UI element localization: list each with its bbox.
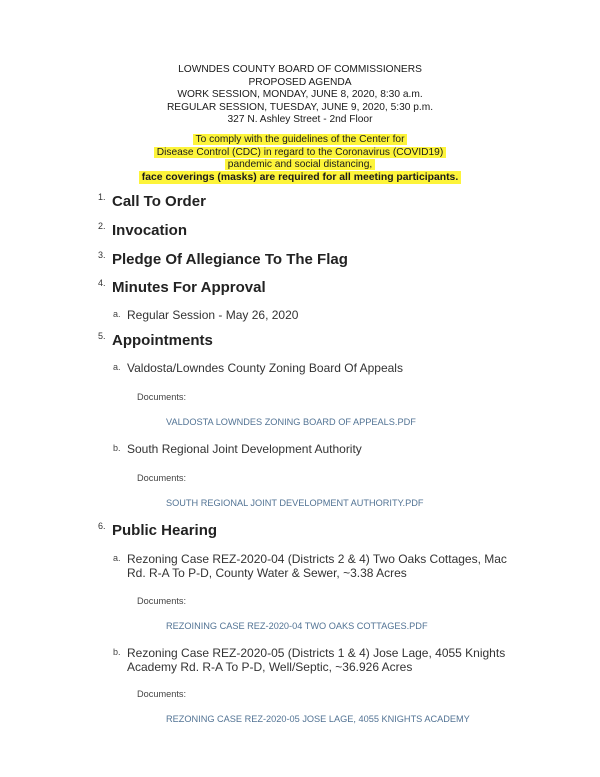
subitem-zoning-board-appeals xyxy=(113,361,403,379)
notice-line-2: Disease Control (CDC) in regard to the Coronavirus (COVID19) xyxy=(154,147,446,158)
notice-line-1: To comply with the guidelines of the Center for xyxy=(193,134,408,145)
item-title: Appointments xyxy=(112,332,213,349)
agenda-item-invocation xyxy=(98,222,187,240)
subitem-regular-session-minutes xyxy=(113,308,298,326)
documents-label: Documents: xyxy=(137,596,187,606)
header-regular-session: REGULAR SESSION, TUESDAY, JUNE 9, 2020, 5:30 p.m. xyxy=(166,101,434,113)
subitem-rez-2020-04 xyxy=(113,552,507,580)
agenda-item-minutes xyxy=(98,279,266,297)
header-work-session: WORK SESSION, MONDAY, JUNE 8, 2020, 8:30 a.m. xyxy=(177,89,423,101)
header-address: 327 N. Ashley Street - 2nd Floor xyxy=(227,114,373,126)
item-title: Pledge Of Allegiance To The Flag xyxy=(112,251,348,268)
subitem-text-line-1: Rezoning Case REZ-2020-05 (Districts 1 & 4) Jose Lage, 4055 Knights xyxy=(127,646,506,660)
notice-mask-requirement: face coverings (masks) are required for all meeting participants. xyxy=(139,171,461,184)
subitem-letter: b. xyxy=(113,443,121,453)
agenda-item-pledge xyxy=(98,251,348,269)
subitem-rez-2020-05 xyxy=(113,646,505,674)
item-number: 5. xyxy=(98,331,106,341)
subitem-text: Regular Session - May 26, 2020 xyxy=(127,308,299,322)
document-link-rez-2020-05[interactable]: REZONING CASE REZ-2020-05 JOSE LAGE, 4055 KNIGHTS ACADEMY xyxy=(166,714,470,724)
item-number: 2. xyxy=(98,221,106,231)
subitem-text xyxy=(127,646,505,674)
documents-label: Documents: xyxy=(137,392,187,402)
document-link-zoning-board-appeals[interactable]: VALDOSTA LOWNDES ZONING BOARD OF APPEALS.PDF xyxy=(166,417,416,427)
subitem-text: Valdosta/Lowndes County Zoning Board Of Appeals xyxy=(127,361,403,375)
agenda-item-appointments xyxy=(98,332,213,350)
subitem-text-line-2: Academy Rd. R-A To P-D, Well/Septic, ~36.926 Acres xyxy=(127,660,413,674)
subitem-letter: b. xyxy=(113,647,121,657)
subitem-text-line-2: Rd. R-A To P-D, County Water & Sewer, ~3.38 Acres xyxy=(127,566,407,580)
documents-label: Documents: xyxy=(137,689,187,699)
item-number: 3. xyxy=(98,250,106,260)
subitem-letter: a. xyxy=(113,362,121,372)
subitem-letter: a. xyxy=(113,309,121,319)
item-title: Public Hearing xyxy=(112,522,218,539)
subitem-text-line-1: Rezoning Case REZ-2020-04 (Districts 2 & 4) Two Oaks Cottages, Mac xyxy=(127,552,507,566)
documents-label: Documents: xyxy=(137,473,187,483)
agenda-item-call-to-order xyxy=(98,193,206,211)
notice-line-3: pandemic and social distancing, xyxy=(225,159,375,170)
item-number: 4. xyxy=(98,278,106,288)
subitem-letter: a. xyxy=(113,553,121,563)
agenda-item-public-hearing xyxy=(98,522,217,540)
subitem-text: South Regional Joint Development Authority xyxy=(127,442,362,456)
subitem-south-regional-jda xyxy=(113,442,362,460)
item-title: Minutes For Approval xyxy=(112,279,266,296)
document-link-rez-2020-04[interactable]: REZOINING CASE REZ-2020-04 TWO OAKS COTTAGES.PDF xyxy=(166,621,428,631)
item-title: Invocation xyxy=(112,222,188,239)
header-org-name: LOWNDES COUNTY BOARD OF COMMISSIONERS xyxy=(178,64,422,75)
subitem-text xyxy=(127,552,507,580)
item-title: Call To Order xyxy=(112,193,206,210)
agenda-header xyxy=(0,64,600,127)
document-link-south-regional-jda[interactable]: SOUTH REGIONAL JOINT DEVELOPMENT AUTHORITY.PDF xyxy=(166,498,424,508)
item-number: 1. xyxy=(98,192,106,202)
item-number: 6. xyxy=(98,521,106,531)
covid-notice xyxy=(0,134,600,184)
header-doc-title: PROPOSED AGENDA xyxy=(248,76,352,88)
